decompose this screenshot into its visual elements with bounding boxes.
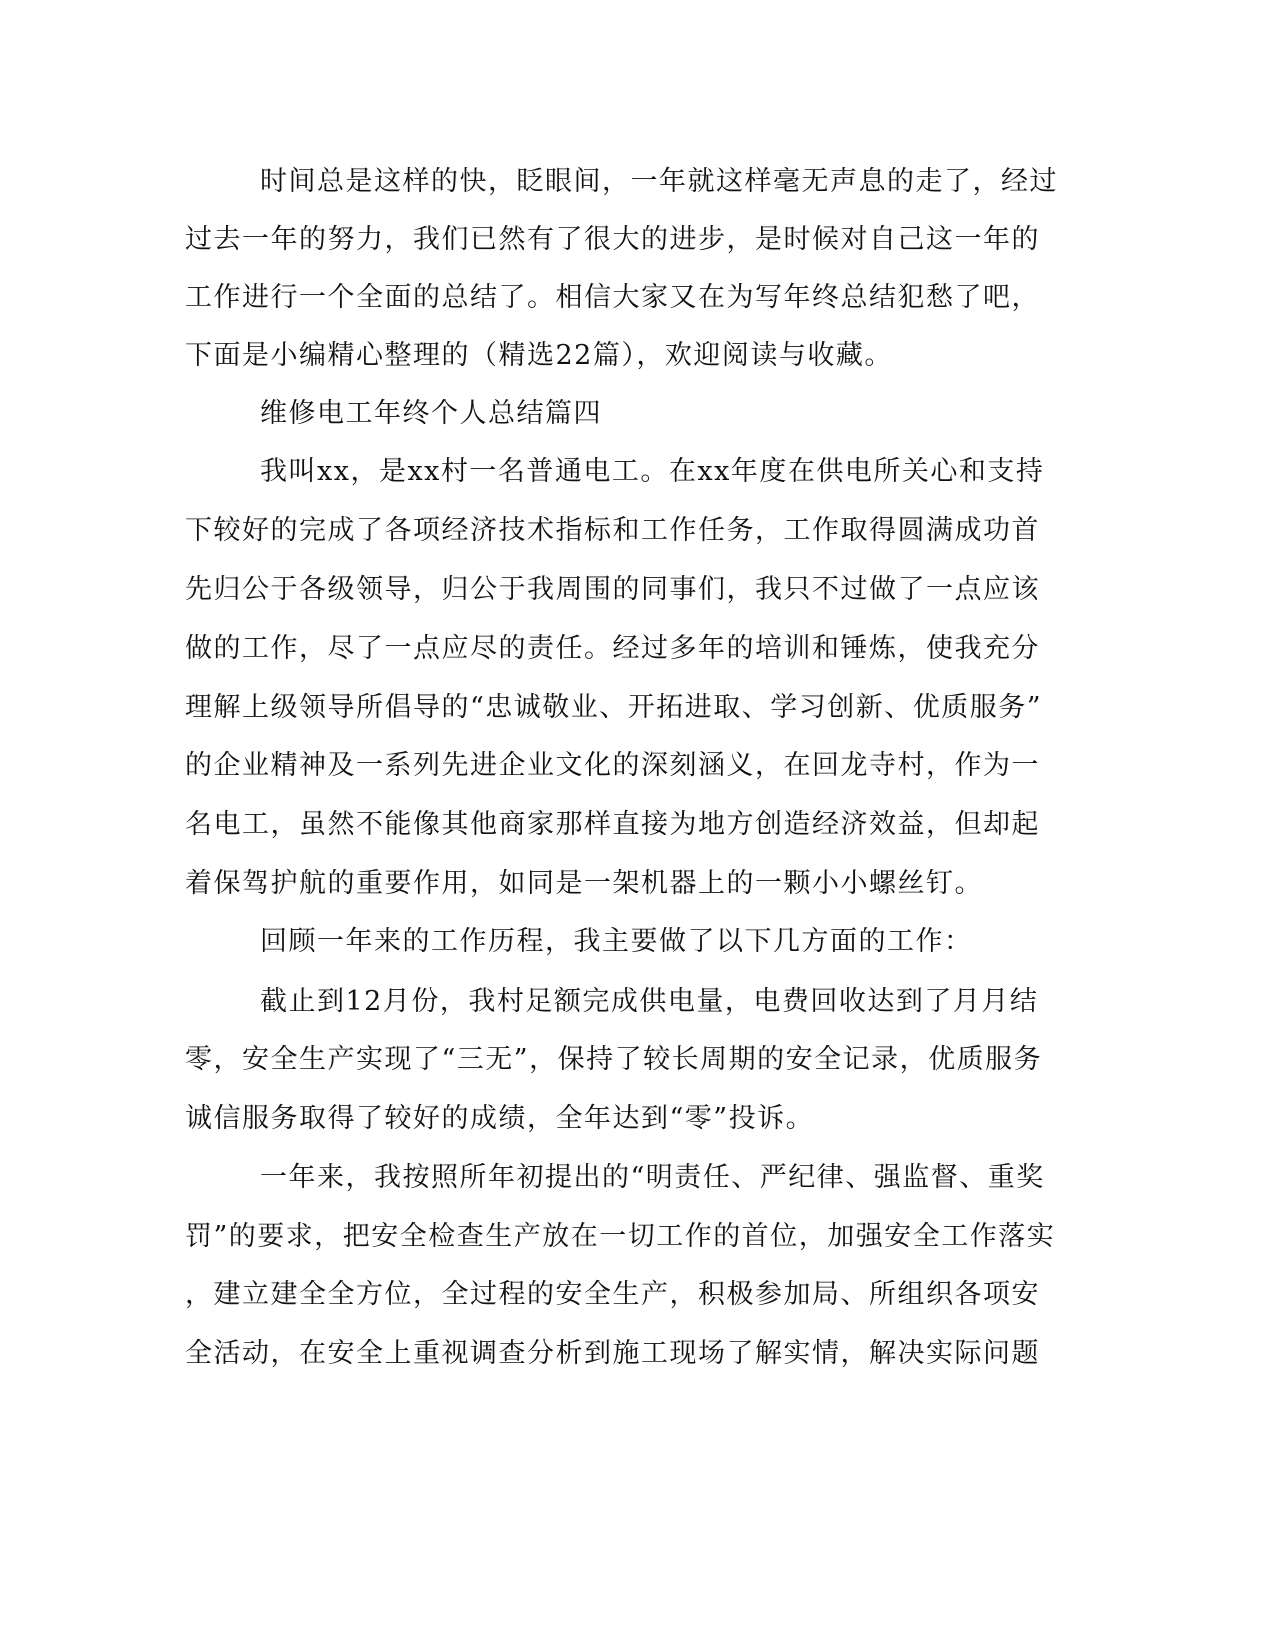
paragraph-safety-line-2: 罚”的要求，把安全检查生产放在一切工作的首位，加强安全工作落实 xyxy=(185,1221,1056,1252)
paragraph-results-line-1: 截止到12月份，我村足额完成供电量，电费回收达到了月月结 xyxy=(260,986,1039,1017)
paragraph-self-intro-line-8: 着保驾护航的重要作用，如同是一架机器上的一颗小小螺丝钉。 xyxy=(185,868,983,899)
paragraph-self-intro-line-1: 我叫xx，是xx村一名普通电工。在xx年度在供电所关心和支持 xyxy=(260,456,1045,487)
paragraph-self-intro-line-5: 理解上级领导所倡导的“忠诚敬业、开拓进取、学习创新、优质服务” xyxy=(185,692,1043,723)
paragraph-intro-line-1: 时间总是这样的快，眨眼间，一年就这样毫无声息的走了，经过 xyxy=(260,166,1058,197)
paragraph-safety-line-3: ，建立建全全方位，全过程的安全生产，积极参加局、所组织各项安 xyxy=(185,1279,1040,1310)
paragraph-intro-line-3: 工作进行一个全面的总结了。相信大家又在为写年终总结犯愁了吧， xyxy=(185,282,1040,313)
paragraph-safety-line-4: 全活动，在安全上重视调查分析到施工现场了解实情，解决实际问题 xyxy=(185,1338,1040,1369)
paragraph-results-line-2: 零，安全生产实现了“三无”，保持了较长周期的安全记录，优质服务 xyxy=(185,1044,1043,1075)
paragraph-self-intro-line-7: 名电工，虽然不能像其他商家那样直接为地方创造经济效益，但却起 xyxy=(185,809,1040,840)
paragraph-self-intro-line-6: 的企业精神及一系列先进企业文化的深刻涵义，在回龙寺村，作为一 xyxy=(185,750,1040,781)
paragraph-safety-line-1: 一年来，我按照所年初提出的“明责任、严纪律、强监督、重奖 xyxy=(260,1162,1045,1193)
paragraph-results-line-3: 诚信服务取得了较好的成绩，全年达到“零”投诉。 xyxy=(185,1103,815,1134)
paragraph-intro-line-4: 下面是小编精心整理的（精选22篇），欢迎阅读与收藏。 xyxy=(185,340,893,371)
paragraph-review-line-1: 回顾一年来的工作历程，我主要做了以下几方面的工作： xyxy=(260,926,973,957)
paragraph-intro-line-2: 过去一年的努力，我们已然有了很大的进步，是时候对自己这一年的 xyxy=(185,224,1040,255)
section-heading: 维修电工年终个人总结篇四 xyxy=(260,398,602,429)
paragraph-self-intro-line-3: 先归公于各级领导，归公于我周围的同事们，我只不过做了一点应该 xyxy=(185,574,1040,605)
paragraph-self-intro-line-4: 做的工作，尽了一点应尽的责任。经过多年的培训和锤炼，使我充分 xyxy=(185,633,1040,664)
paragraph-self-intro-line-2: 下较好的完成了各项经济技术指标和工作任务，工作取得圆满成功首 xyxy=(185,515,1040,546)
